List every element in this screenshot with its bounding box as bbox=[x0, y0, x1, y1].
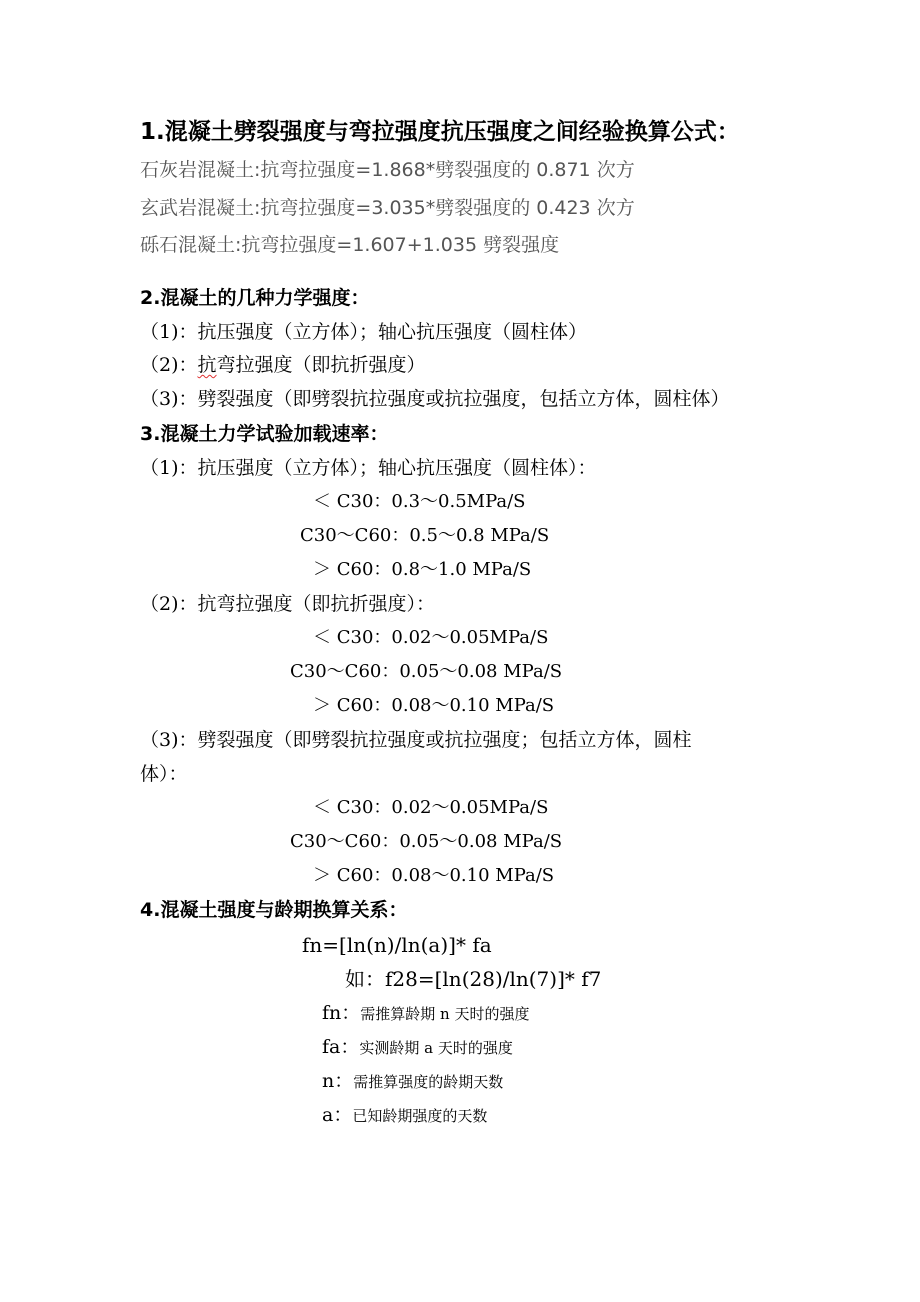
group3-rate-c30-c60: C30～C60：0.05～0.08 MPa/S bbox=[290, 831, 563, 852]
age-conversion-formula: fn=[ln(n)/ln(a)]* fa bbox=[302, 933, 492, 957]
legend-text: 已知龄期强度的天数 bbox=[352, 1107, 488, 1125]
group3-rate-above-c60: ＞ C60：0.08～0.10 MPa/S bbox=[313, 865, 555, 886]
section3-title: 3.混凝土力学试验加载速率： bbox=[140, 423, 389, 445]
legend-text: 需推算强度的龄期天数 bbox=[353, 1073, 504, 1091]
spellcheck-marked-word: 抗 bbox=[197, 354, 217, 376]
group2-rate-c30-c60: C30～C60：0.05～0.08 MPa/S bbox=[290, 661, 563, 682]
legend-item-fa bbox=[322, 1038, 513, 1057]
section1-line-limestone: 石灰岩混凝土:抗弯拉强度=1.868*劈裂强度的 0.871 次方 bbox=[140, 159, 635, 181]
legend-text: 实测龄期 a 天时的强度 bbox=[359, 1039, 513, 1057]
legend-item-n bbox=[322, 1072, 503, 1091]
group1-rate-above-c60: ＞ C60：0.8～1.0 MPa/S bbox=[313, 559, 532, 580]
group2-rate-below-c30: ＜ C30：0.02～0.05MPa/S bbox=[313, 627, 549, 648]
section3-group1-label: （1)：抗压强度（立方体）；轴心抗压强度（圆柱体）： bbox=[140, 457, 597, 479]
section2-item2-rest: 弯拉强度（即抗折强度） bbox=[216, 354, 426, 376]
group2-rate-above-c60: ＞ C60：0.08～0.10 MPa/S bbox=[313, 695, 555, 716]
age-conversion-example: 如：f28=[ln(28)/ln(7)]* f7 bbox=[345, 967, 602, 991]
section4-title: 4.混凝土强度与龄期换算关系： bbox=[140, 899, 408, 921]
section3-group3-label-line1: （3)：劈裂强度（即劈裂抗拉强度或抗拉强度；包括立方体，圆柱 bbox=[140, 729, 692, 751]
group3-rate-below-c30: ＜ C30：0.02～0.05MPa/S bbox=[313, 797, 549, 818]
section3-group2-label: （2)：抗弯拉强度（即抗折强度）： bbox=[140, 593, 436, 615]
legend-text: 需推算龄期 n 天时的强度 bbox=[360, 1005, 530, 1023]
legend-item-fn bbox=[322, 1004, 529, 1023]
section1-line-gravel: 砾石混凝土:抗弯拉强度=1.607+1.035 劈裂强度 bbox=[140, 234, 560, 256]
legend-item-a bbox=[322, 1106, 487, 1125]
section2-item2-prefix: （2)： bbox=[140, 354, 198, 376]
legend-symbol: n： bbox=[322, 1070, 354, 1092]
group1-rate-below-c30: ＜ C30：0.3～0.5MPa/S bbox=[313, 491, 526, 512]
group1-rate-c30-c60: C30～C60：0.5～0.8 MPa/S bbox=[300, 525, 550, 546]
legend-symbol: a： bbox=[322, 1104, 353, 1126]
legend-symbol: fn： bbox=[322, 1002, 361, 1024]
section2-item1: （1)：抗压强度（立方体）；轴心抗压强度（圆柱体） bbox=[140, 321, 588, 343]
section1-line-basalt: 玄武岩混凝土:抗弯拉强度=3.035*劈裂强度的 0.423 次方 bbox=[140, 197, 635, 219]
legend-symbol: fa： bbox=[322, 1036, 360, 1058]
section2-item3: （3)：劈裂强度（即劈裂抗拉强度或抗拉强度，包括立方体，圆柱体） bbox=[140, 388, 730, 410]
section1-title: 1.混凝土劈裂强度与弯拉强度抗压强度之间经验换算公式： bbox=[140, 119, 740, 145]
section2-title: 2.混凝土的几种力学强度： bbox=[140, 287, 370, 309]
section2-item2 bbox=[140, 356, 426, 375]
section3-group3-label-line2: 体）： bbox=[140, 763, 188, 785]
